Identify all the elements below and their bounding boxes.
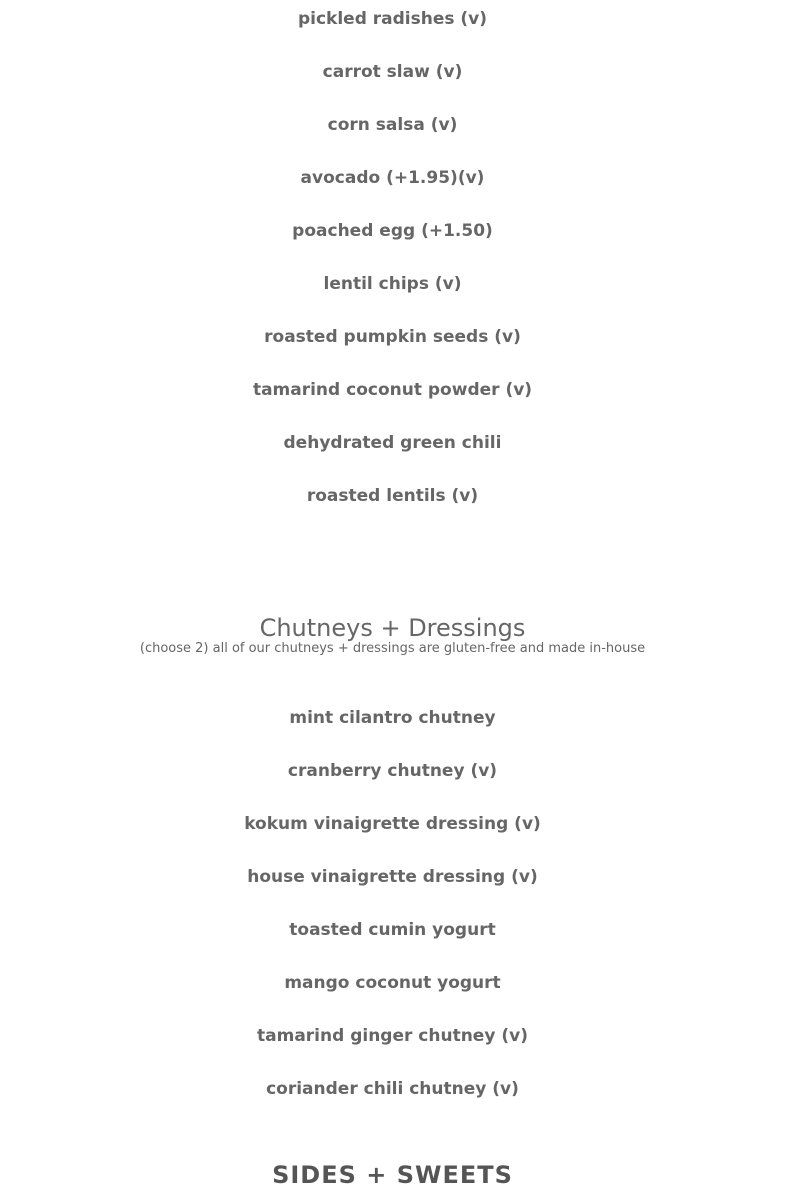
menu-item: mango coconut yogurt bbox=[284, 973, 501, 993]
section-subtitle: (choose 2) all of our chutneys + dressings are gluten-free and made in-house bbox=[139, 641, 646, 656]
menu-item: cranberry chutney (v) bbox=[287, 761, 498, 781]
menu-item: carrot slaw (v) bbox=[322, 62, 463, 82]
menu-item: tamarind coconut powder (v) bbox=[252, 380, 533, 400]
section-title: Chutneys + Dressings bbox=[259, 614, 526, 642]
menu-item: toasted cumin yogurt bbox=[289, 920, 496, 940]
menu-item: roasted pumpkin seeds (v) bbox=[264, 327, 521, 347]
menu-item: coriander chili chutney (v) bbox=[266, 1079, 519, 1099]
menu-item: mint cilantro chutney bbox=[289, 708, 496, 728]
menu-item: dehydrated green chili bbox=[283, 433, 502, 453]
menu-item: pickled radishes (v) bbox=[297, 9, 488, 29]
menu-item: avocado (+1.95)(v) bbox=[300, 168, 485, 188]
menu-item: kokum vinaigrette dressing (v) bbox=[244, 814, 541, 834]
section-title-sides-sweets: SIDES + SWEETS bbox=[272, 1161, 513, 1189]
menu-item: corn salsa (v) bbox=[327, 115, 458, 135]
menu-item: house vinaigrette dressing (v) bbox=[247, 867, 538, 887]
menu-item: tamarind ginger chutney (v) bbox=[257, 1026, 528, 1046]
menu-item: roasted lentils (v) bbox=[306, 486, 479, 506]
menu-item: lentil chips (v) bbox=[323, 274, 462, 294]
menu-item: poached egg (+1.50) bbox=[292, 221, 493, 241]
